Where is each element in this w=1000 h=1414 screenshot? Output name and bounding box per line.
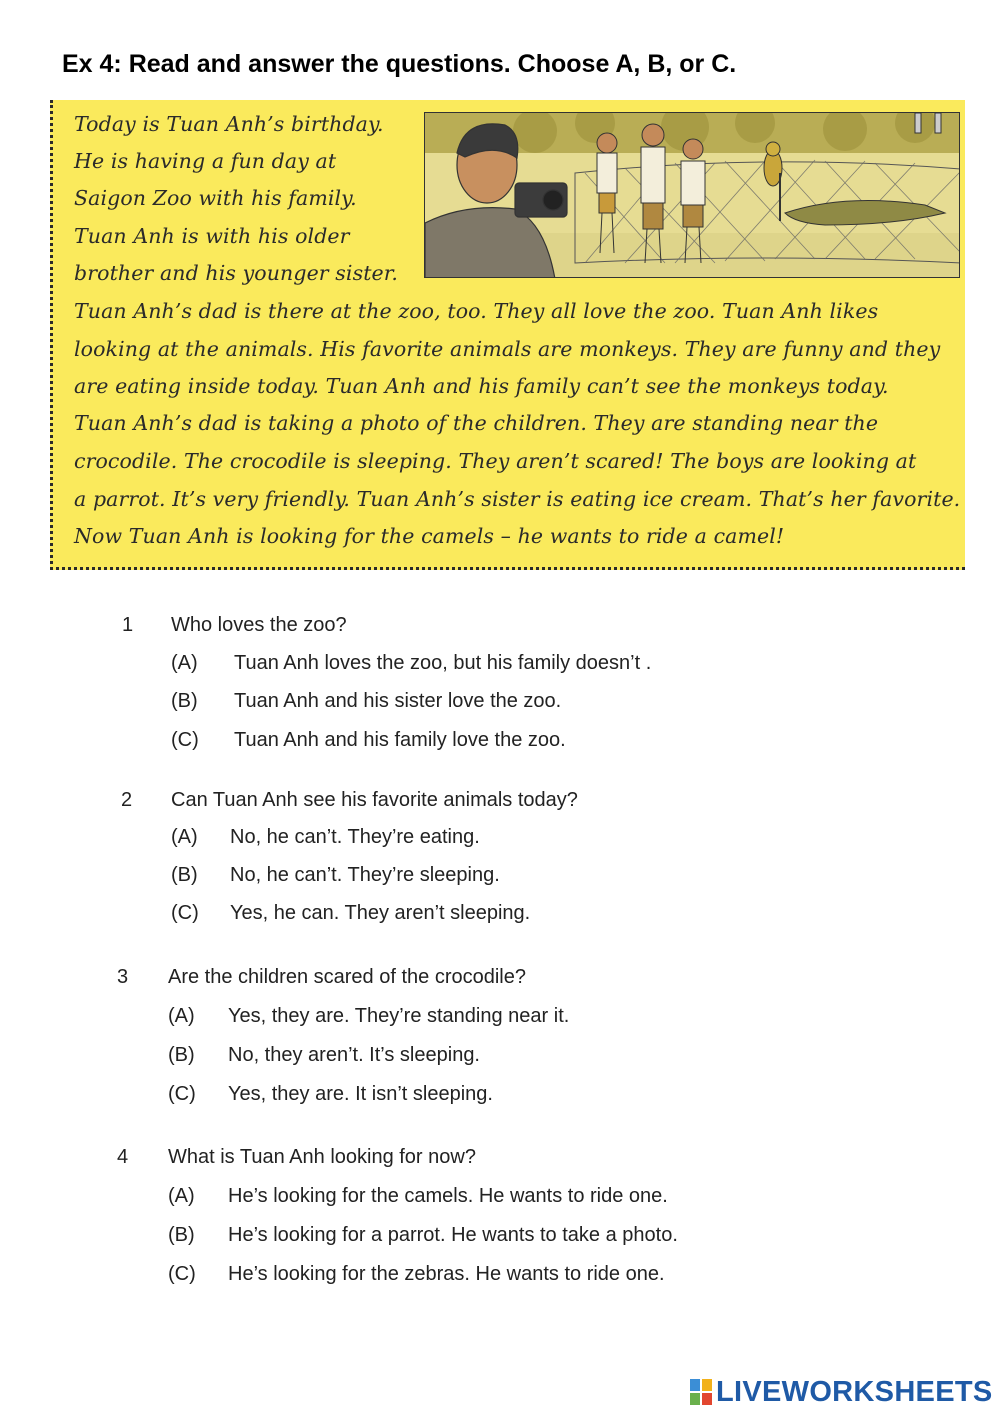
question-number: 3 bbox=[117, 966, 129, 988]
passage-line: Tuan Anh is with his older bbox=[74, 224, 350, 248]
option-text[interactable]: Yes, they are. It isn’t sleeping. bbox=[228, 1083, 493, 1105]
question-text: Who loves the zoo? bbox=[171, 614, 347, 636]
option-letter[interactable]: (A) bbox=[168, 1185, 195, 1207]
question-number: 1 bbox=[122, 614, 134, 636]
question-text: Are the children scared of the crocodile? bbox=[168, 966, 526, 988]
option-text[interactable]: He’s looking for a parrot. He wants to take a photo. bbox=[228, 1224, 678, 1246]
option-letter[interactable]: (A) bbox=[171, 826, 198, 848]
option-text[interactable]: Tuan Anh and his family love the zoo. bbox=[234, 729, 566, 751]
passage-line: a parrot. It’s very friendly. Tuan Anh’s sister is eating ice cream. That’s her favorite. bbox=[74, 487, 961, 511]
passage-line: brother and his younger sister. bbox=[74, 261, 399, 285]
question-text: Can Tuan Anh see his favorite animals today? bbox=[171, 789, 578, 811]
option-text[interactable]: Yes, he can. They aren’t sleeping. bbox=[230, 902, 531, 924]
question-number: 2 bbox=[121, 789, 133, 811]
liveworksheets-logo-text: LIVEWORKSHEETS bbox=[716, 1375, 993, 1408]
option-text[interactable]: No, he can’t. They’re eating. bbox=[230, 826, 480, 848]
passage-line: crocodile. The crocodile is sleeping. They aren’t scared! The boys are looking at bbox=[74, 449, 917, 473]
passage-line: Tuan Anh’s dad is there at the zoo, too. They all love the zoo. Tuan Anh likes bbox=[74, 299, 879, 323]
option-text[interactable]: He’s looking for the camels. He wants to ride one. bbox=[228, 1185, 668, 1207]
option-letter[interactable]: (C) bbox=[168, 1263, 196, 1285]
option-text[interactable]: Tuan Anh and his sister love the zoo. bbox=[234, 690, 562, 712]
page-title: Ex 4: Read and answer the questions. Choose A, B, or C. bbox=[62, 50, 737, 78]
option-letter[interactable]: (B) bbox=[168, 1224, 195, 1246]
option-text[interactable]: Tuan Anh loves the zoo, but his family doesn’t . bbox=[234, 652, 652, 674]
liveworksheets-logo-icon bbox=[690, 1379, 712, 1405]
passage-line: Tuan Anh’s dad is taking a photo of the children. They are standing near the bbox=[74, 411, 879, 435]
passage-line: looking at the animals. His favorite animals are monkeys. They are funny and they bbox=[74, 337, 941, 361]
option-letter[interactable]: (A) bbox=[168, 1005, 195, 1027]
liveworksheets-logo[interactable] bbox=[690, 1374, 993, 1410]
question-number: 4 bbox=[117, 1146, 129, 1168]
option-text[interactable]: No, he can’t. They’re sleeping. bbox=[230, 864, 500, 886]
option-letter[interactable]: (C) bbox=[171, 729, 199, 751]
option-letter[interactable]: (C) bbox=[171, 902, 199, 924]
zoo-illustration bbox=[424, 112, 960, 278]
passage-line: Today is Tuan Anh’s birthday. bbox=[74, 112, 384, 136]
passage-line: He is having a fun day at bbox=[74, 149, 337, 173]
passage-line: are eating inside today. Tuan Anh and his family can’t see the monkeys today. bbox=[74, 374, 889, 398]
option-letter[interactable]: (C) bbox=[168, 1083, 196, 1105]
question-text: What is Tuan Anh looking for now? bbox=[168, 1146, 476, 1168]
passage-line: Saigon Zoo with his family. bbox=[74, 186, 357, 210]
passage-line: Now Tuan Anh is looking for the camels – he wants to ride a camel! bbox=[74, 524, 785, 548]
option-letter[interactable]: (B) bbox=[171, 690, 198, 712]
option-text[interactable]: Yes, they are. They’re standing near it. bbox=[228, 1005, 570, 1027]
option-letter[interactable]: (A) bbox=[171, 652, 198, 674]
option-text[interactable]: No, they aren’t. It’s sleeping. bbox=[228, 1044, 480, 1066]
option-letter[interactable]: (B) bbox=[168, 1044, 195, 1066]
option-letter[interactable]: (B) bbox=[171, 864, 198, 886]
option-text[interactable]: He’s looking for the zebras. He wants to ride one. bbox=[228, 1263, 665, 1285]
